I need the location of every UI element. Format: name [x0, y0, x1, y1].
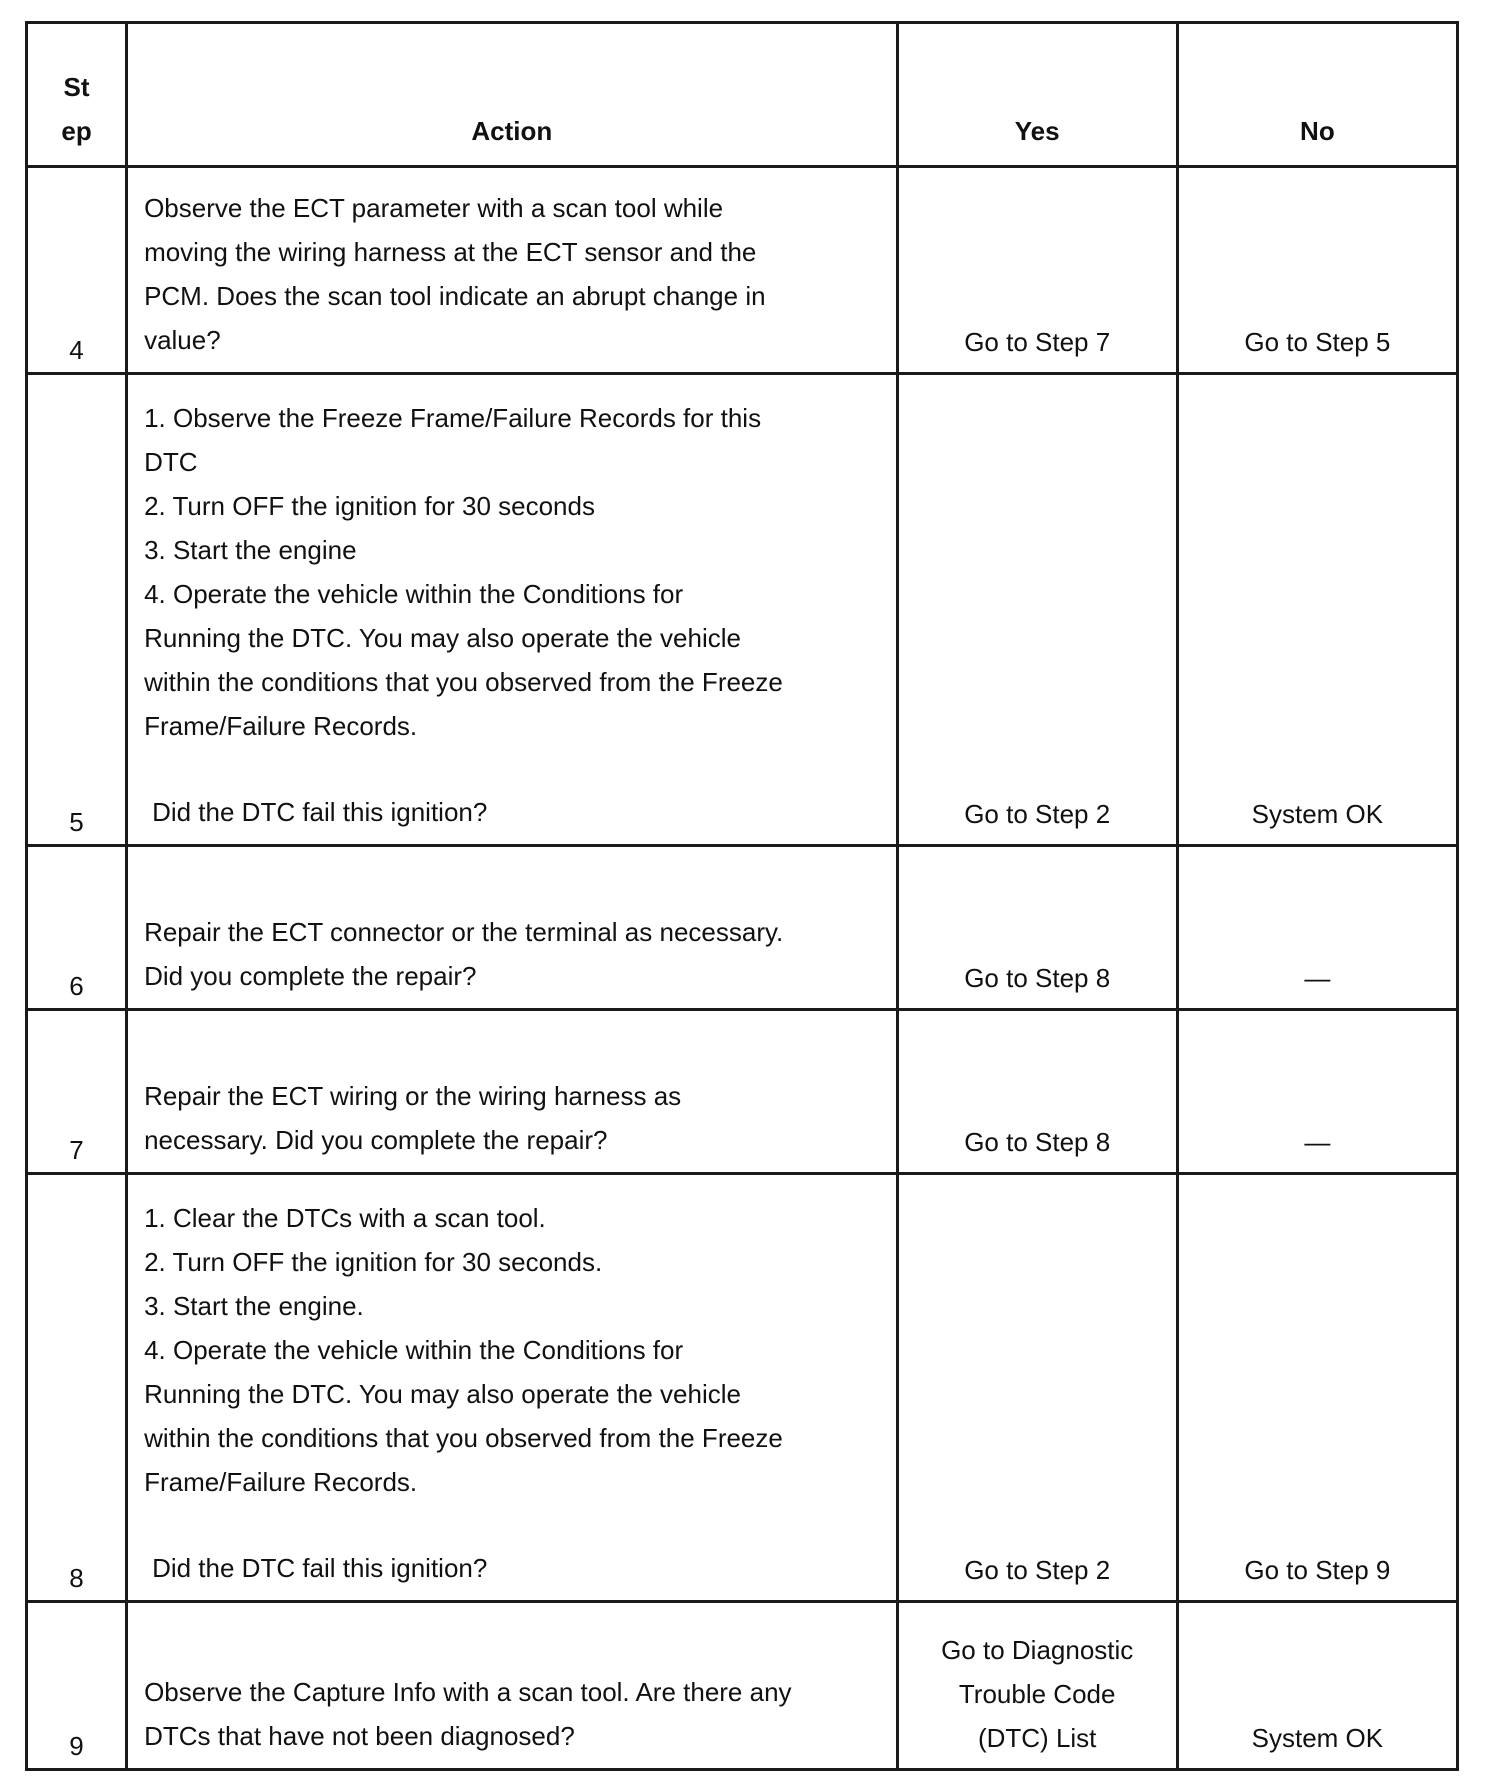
step-number: 9	[27, 1602, 127, 1770]
action-cell	[127, 846, 898, 1010]
header-action: Action	[127, 23, 898, 167]
table-row	[27, 1174, 1458, 1602]
table-row	[27, 1010, 1458, 1174]
step-number: 4	[27, 167, 127, 374]
no-result: Go to Step 9	[1177, 1174, 1457, 1602]
diagnostic-steps-table	[25, 21, 1459, 1771]
yes-result	[897, 1602, 1177, 1770]
action-line: Running the DTC. You may also operate the vehicle	[144, 1379, 741, 1409]
table-body	[27, 167, 1458, 1770]
header-no: No	[1177, 23, 1457, 167]
step-number: 6	[27, 846, 127, 1010]
action-line: Frame/Failure Records.	[144, 1467, 418, 1497]
action-line: DTCs that have not been diagnosed?	[144, 1721, 575, 1751]
spacer	[144, 748, 882, 790]
action-cell	[127, 1602, 898, 1770]
action-line: within the conditions that you observed from the Freeze	[144, 667, 783, 697]
yes-result-line: Trouble Code	[958, 1679, 1116, 1709]
action-cell	[127, 167, 898, 374]
action-line: Frame/Failure Records.	[144, 711, 418, 741]
no-result: —	[1177, 1010, 1457, 1174]
yes-result-line: Go to Step 8	[964, 963, 1111, 993]
yes-result	[897, 1174, 1177, 1602]
action-line: Observe the ECT parameter with a scan tool while	[144, 193, 724, 223]
action-line: 3. Start the engine	[144, 535, 357, 565]
action-line: necessary. Did you complete the repair?	[144, 1125, 608, 1155]
yes-result	[897, 1010, 1177, 1174]
yes-result-line: Go to Step 7	[964, 327, 1111, 357]
table-row	[27, 374, 1458, 846]
yes-result-line: Go to Diagnostic	[941, 1635, 1134, 1665]
table-row	[27, 167, 1458, 374]
action-line: Running the DTC. You may also operate the vehicle	[144, 623, 741, 653]
header-step-line1: St	[63, 72, 90, 102]
table-header-row	[27, 23, 1458, 167]
action-question: Did the DTC fail this ignition?	[152, 1553, 488, 1583]
action-line: Repair the ECT wiring or the wiring harness as	[144, 1081, 682, 1111]
no-result: —	[1177, 846, 1457, 1010]
yes-result-line: Go to Step 8	[964, 1127, 1111, 1157]
action-line: Repair the ECT connector or the terminal as necessary.	[144, 917, 784, 947]
action-line: Did you complete the repair?	[144, 961, 477, 991]
action-line: value?	[144, 325, 221, 355]
yes-result	[897, 167, 1177, 374]
no-result: System OK	[1177, 1602, 1457, 1770]
spacer	[144, 1504, 882, 1546]
action-cell	[127, 374, 898, 846]
action-line: 1. Observe the Freeze Frame/Failure Records for this	[144, 403, 762, 433]
table-row	[27, 846, 1458, 1010]
action-question: Did the DTC fail this ignition?	[152, 797, 488, 827]
step-number: 5	[27, 374, 127, 846]
yes-result-line: (DTC) List	[977, 1723, 1097, 1753]
yes-result	[897, 846, 1177, 1010]
action-line: 2. Turn OFF the ignition for 30 seconds	[144, 491, 595, 521]
action-line: 3. Start the engine.	[144, 1291, 364, 1321]
header-yes: Yes	[897, 23, 1177, 167]
action-line: within the conditions that you observed from the Freeze	[144, 1423, 783, 1453]
step-number: 8	[27, 1174, 127, 1602]
header-step	[27, 23, 127, 167]
yes-result	[897, 374, 1177, 846]
action-line: 4. Operate the vehicle within the Conditions for	[144, 579, 684, 609]
step-number: 7	[27, 1010, 127, 1174]
action-line: Observe the Capture Info with a scan tool. Are there any	[144, 1677, 792, 1707]
no-result: Go to Step 5	[1177, 167, 1457, 374]
yes-result-line: Go to Step 2	[964, 799, 1111, 829]
action-line: PCM. Does the scan tool indicate an abrupt change in	[144, 281, 766, 311]
action-line: DTC	[144, 447, 198, 477]
action-line: 2. Turn OFF the ignition for 30 seconds.	[144, 1247, 603, 1277]
header-step-line2: ep	[61, 116, 92, 146]
no-result: System OK	[1177, 374, 1457, 846]
yes-result-line: Go to Step 2	[964, 1555, 1111, 1585]
action-line: moving the wiring harness at the ECT sensor and the	[144, 237, 757, 267]
action-line: 4. Operate the vehicle within the Conditions for	[144, 1335, 684, 1365]
action-line: 1. Clear the DTCs with a scan tool.	[144, 1203, 546, 1233]
action-cell	[127, 1174, 898, 1602]
table-row	[27, 1602, 1458, 1770]
action-cell	[127, 1010, 898, 1174]
